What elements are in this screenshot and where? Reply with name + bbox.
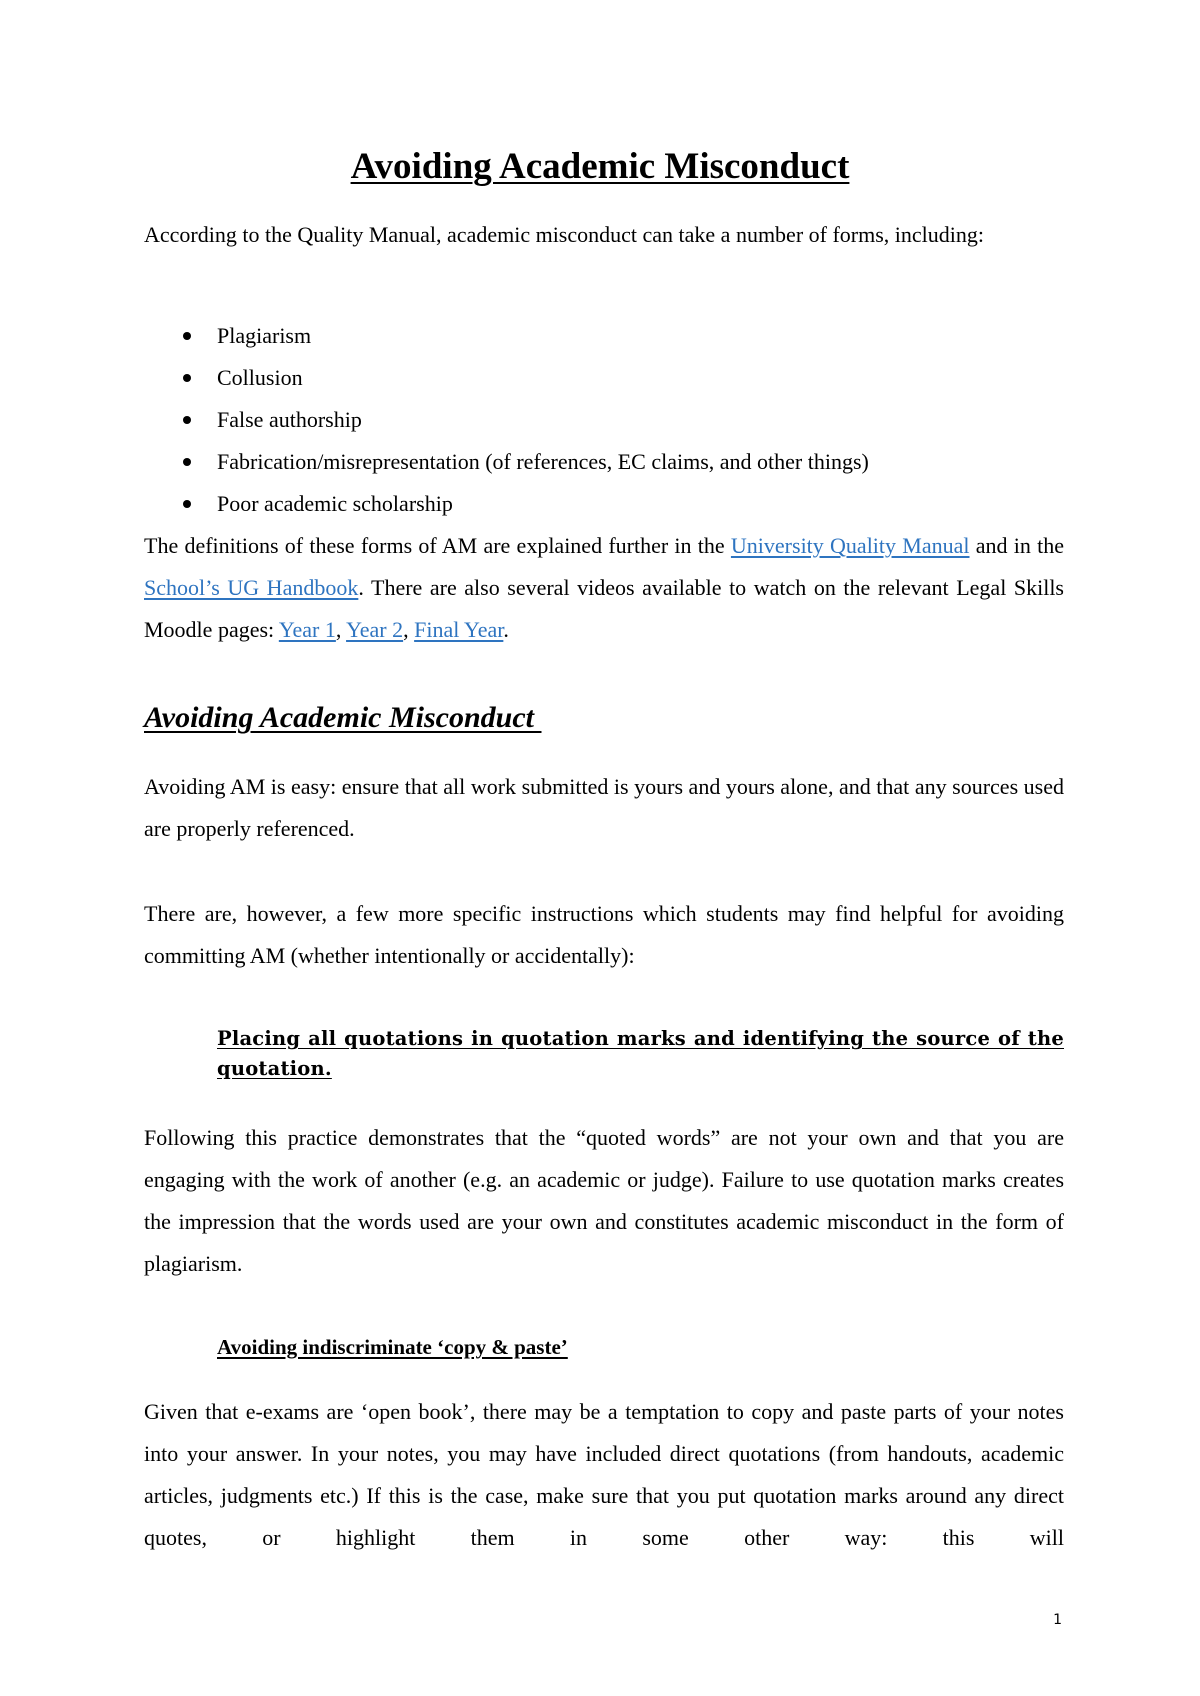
bullet-icon — [183, 416, 191, 424]
list-item-label: Collusion — [217, 365, 303, 390]
section-heading: Avoiding Academic Misconduct — [144, 701, 542, 734]
definitions-text-1: The definitions of these forms of AM are explained further in the — [144, 533, 731, 558]
bullet-icon — [183, 500, 191, 508]
list-item-label: Fabrication/misrepresentation (of references, EC claims, and other things) — [217, 449, 869, 474]
final-year-link[interactable]: Final Year — [414, 617, 504, 642]
list-item — [144, 441, 1064, 483]
subheading-copy-paste: Avoiding indiscriminate ‘copy & paste’ — [217, 1335, 568, 1359]
page-number: 1 — [1053, 1612, 1062, 1628]
bullet-icon — [183, 332, 191, 340]
list-item — [144, 399, 1064, 441]
definitions-paragraph — [144, 525, 1064, 651]
quotations-paragraph: Following this practice demonstrates that the “quoted words” are not your own and that you are engaging with the work of another (e.g. an academic or judge). Failure to use quotation marks creates the impression that the words used are your own and constitutes academic misconduct in the form of plagiarism. — [144, 1125, 1064, 1276]
misconduct-forms-list — [144, 315, 1064, 525]
copy-paste-paragraph: Given that e-exams are ‘open book’, there may be a temptation to copy and paste parts of your notes into your answer. In your notes, you may have included direct quotations (from handouts, academic articles, judgments etc.) If this is the case, make sure that you put quotation marks around any direct quotes, or highlight them in some other way: this will — [144, 1399, 1064, 1550]
bullet-icon — [183, 374, 191, 382]
intro-paragraph: According to the Quality Manual, academic misconduct can take a number of forms, including: — [144, 222, 985, 247]
definitions-text-3: . There are also several videos available to watch on the relevant Legal Skills Moodle pages: — [144, 575, 1064, 642]
list-item-label: False authorship — [217, 407, 362, 432]
list-item-label: Poor academic scholarship — [217, 491, 453, 516]
bullet-icon — [183, 458, 191, 466]
subheading-quotations: Placing all quotations in quotation marks and identifying the source of the quotation. — [217, 1027, 1064, 1080]
list-item-label: Plagiarism — [217, 323, 312, 348]
document-title: Avoiding Academic Misconduct — [350, 146, 850, 187]
avoiding-paragraph: Avoiding AM is easy: ensure that all work submitted is yours and yours alone, and that any sources used are properly referenced. — [144, 774, 1064, 841]
definitions-text-end: . — [503, 617, 509, 642]
year-2-link[interactable]: Year 2 — [346, 617, 404, 642]
list-item — [144, 315, 1064, 357]
year-1-link[interactable]: Year 1 — [278, 617, 336, 642]
university-quality-manual-link[interactable]: University Quality Manual — [730, 533, 970, 558]
list-item — [144, 483, 1064, 525]
list-item — [144, 357, 1064, 399]
separator-1: , — [335, 617, 347, 642]
school-ug-handbook-link[interactable]: School’s UG Handbook — [144, 575, 359, 600]
separator-2: , — [403, 617, 415, 642]
definitions-text-2: and in the — [969, 533, 1064, 558]
instructions-paragraph: There are, however, a few more specific instructions which students may find helpful for avoiding committing AM (whether intentionally or accidentally): — [144, 901, 1064, 968]
